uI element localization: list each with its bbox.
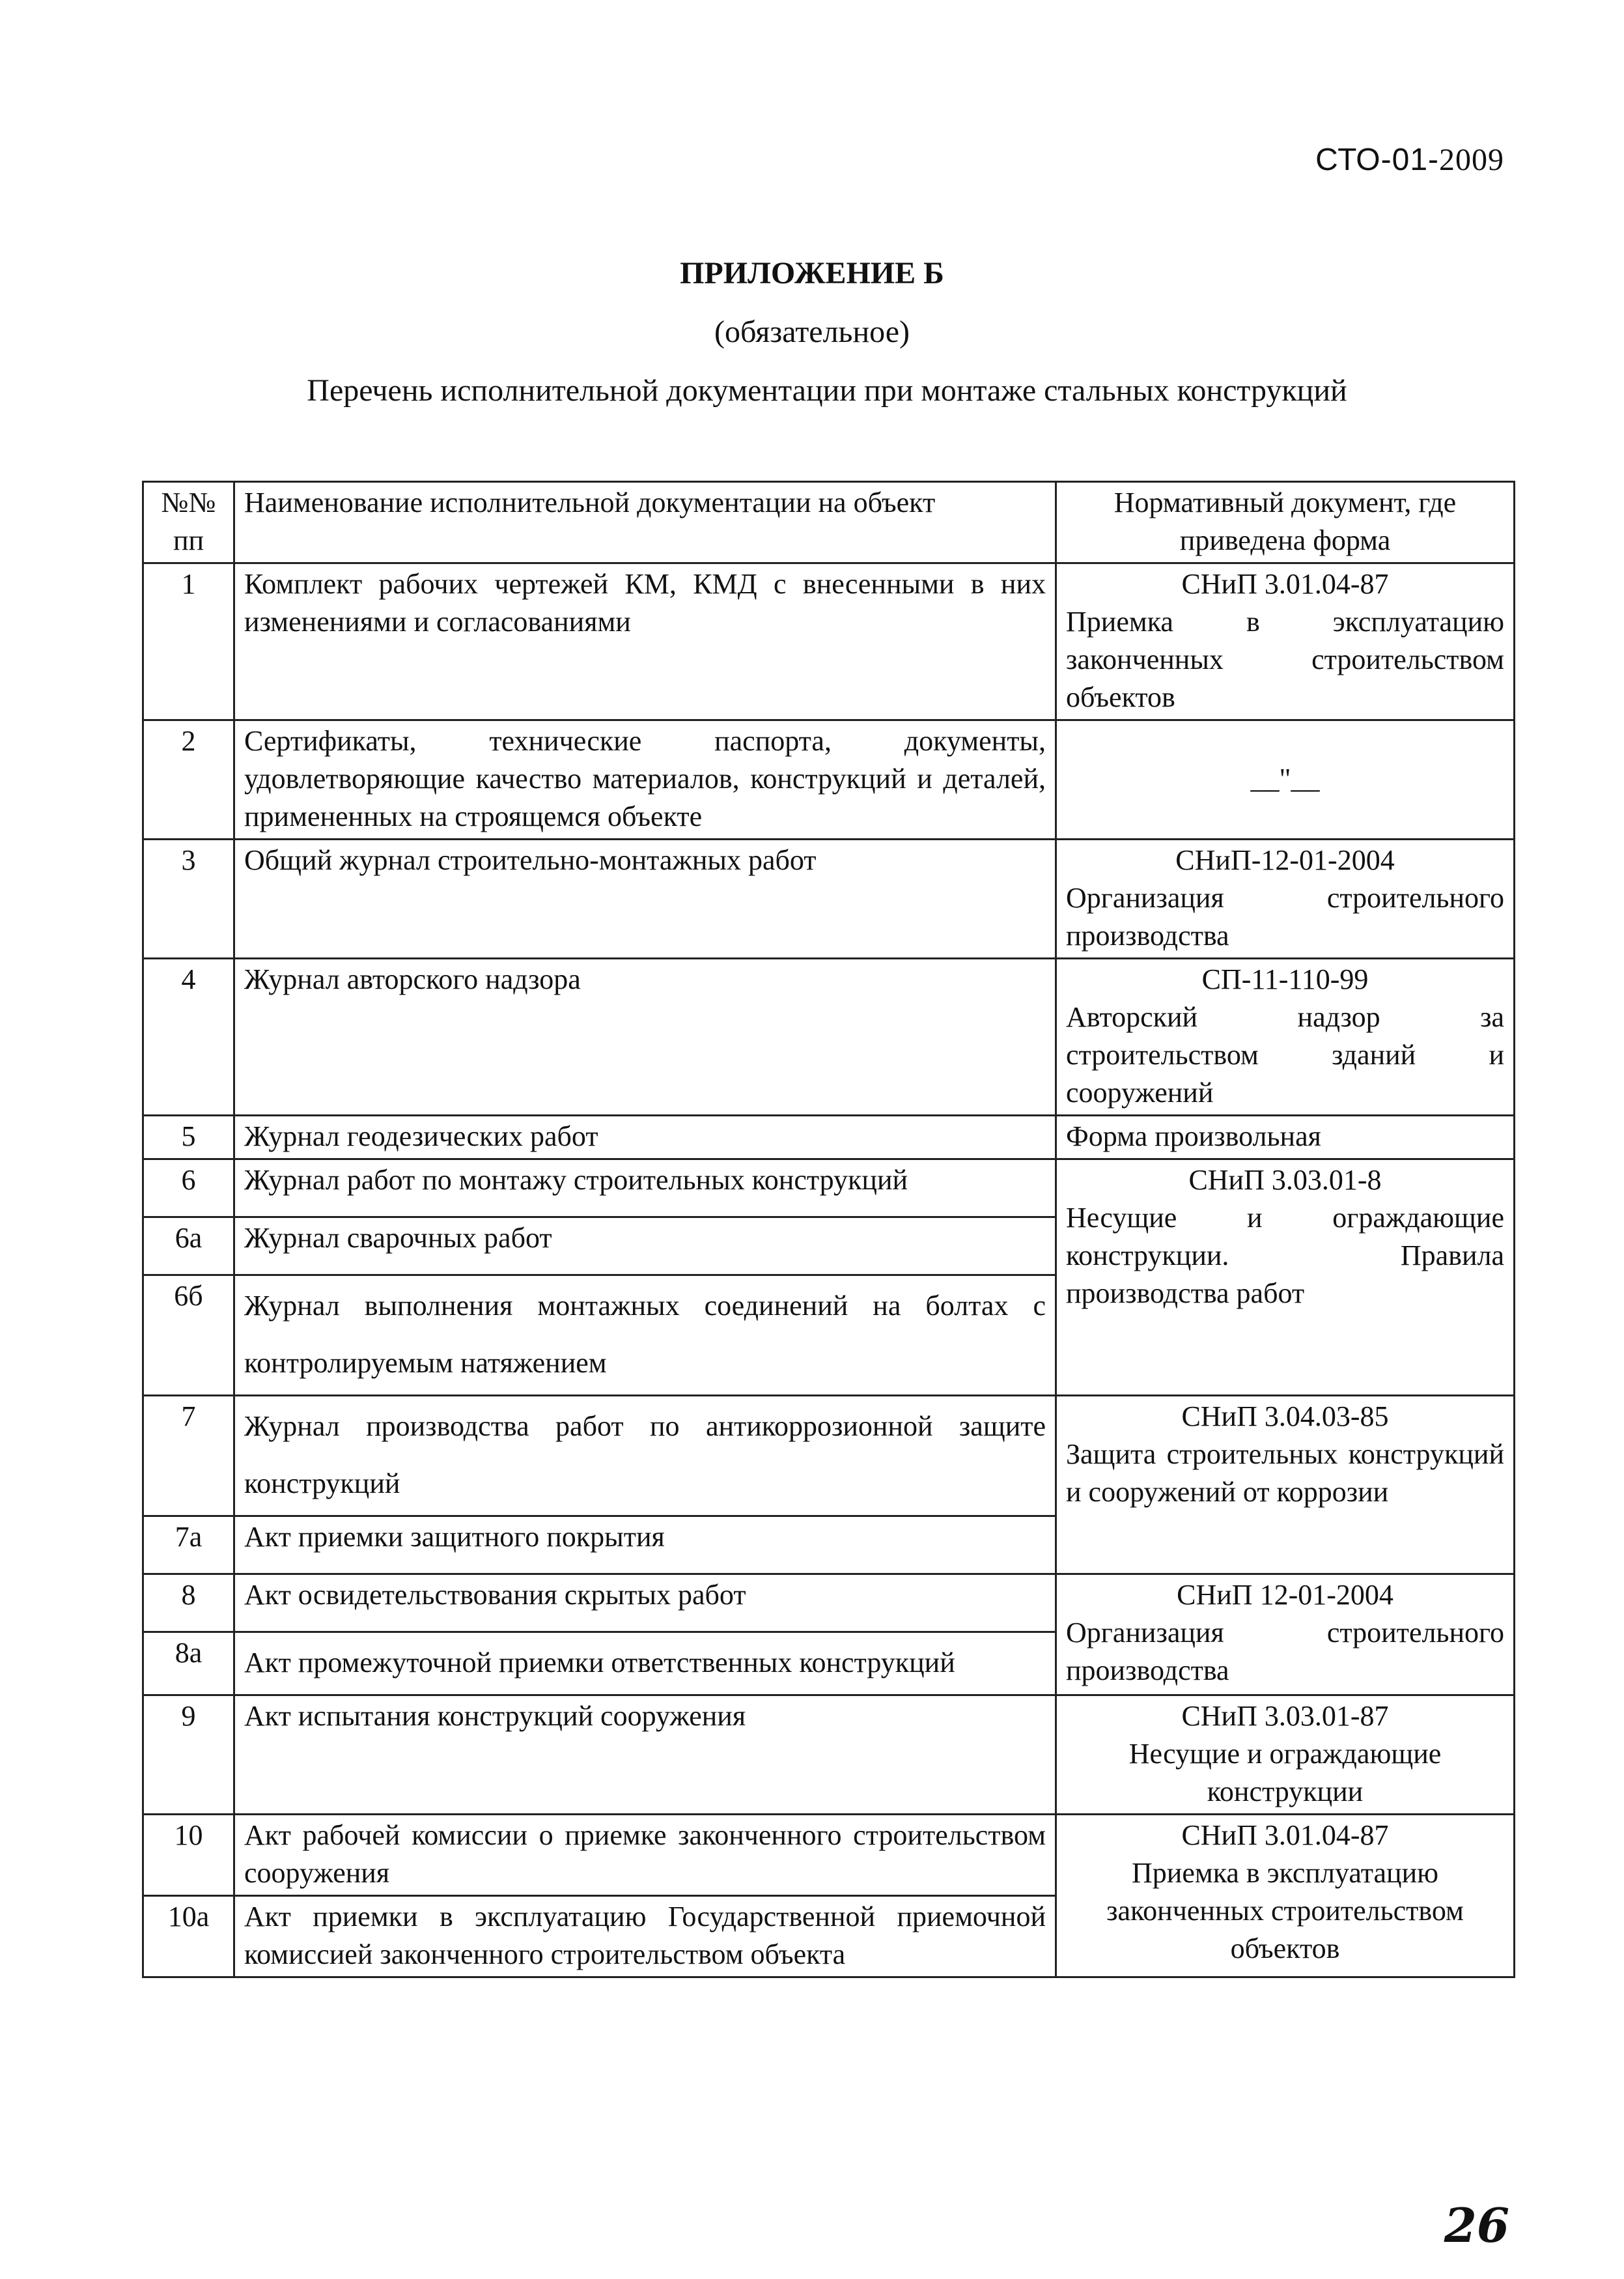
row-num: 6 (143, 1159, 234, 1217)
row-name: Акт приемки в эксплуатацию Государственной приемочной комиссией законченного строительством объекта (234, 1896, 1056, 1977)
row-name: Акт промежуточной приемки ответственных конструкций (234, 1632, 1056, 1695)
row-num: 9 (143, 1695, 234, 1815)
norm-text: Авторский надзор за строительством зданий и сооружений (1066, 1001, 1504, 1109)
row-name: Общий журнал строительно-монтажных работ (234, 840, 1056, 959)
row-num: 10а (143, 1896, 234, 1977)
row-num: 6а (143, 1217, 234, 1275)
row-num: 1 (143, 563, 234, 720)
row-name: Акт рабочей комиссии о приемке законченного строительством сооружения (234, 1815, 1056, 1896)
row-name: Журнал геодезических работ (234, 1116, 1056, 1159)
row-norm (1056, 1815, 1515, 1977)
row-num: 8 (143, 1574, 234, 1632)
norm-code: СНиП 12-01-2004 (1177, 1579, 1393, 1611)
table-row (143, 1574, 1515, 1632)
norm-code: СНиП 3.04.03-85 (1181, 1400, 1389, 1432)
table-row (143, 1695, 1515, 1815)
row-num: 7а (143, 1516, 234, 1574)
ditto-mark: __"__ (1056, 720, 1515, 840)
row-norm (1056, 1695, 1515, 1815)
documentation-table (142, 481, 1515, 1978)
row-num: 10 (143, 1815, 234, 1896)
row-norm (1056, 959, 1515, 1116)
header-num: №№ пп (143, 482, 234, 563)
page-number: 26 (1444, 2198, 1509, 2253)
row-name: Журнал производства работ по антикоррозионной защите конструкций (234, 1396, 1056, 1516)
norm-text: Организация строительного производства (1066, 882, 1504, 952)
header-norm: Нормативный документ, где приведена форма (1056, 482, 1515, 563)
row-num: 7 (143, 1396, 234, 1516)
table-row (143, 1159, 1515, 1217)
row-norm (1056, 1396, 1515, 1574)
row-name: Журнал работ по монтажу строительных конструкций (234, 1159, 1056, 1217)
header-name: Наименование исполнительной документации на объект (234, 482, 1056, 563)
document-code-year: 2009 (1439, 143, 1504, 177)
row-num: 3 (143, 840, 234, 959)
norm-text: Защита строительных конструкций и сооружений от коррозии (1066, 1438, 1504, 1508)
row-name: Сертификаты, технические паспорта, документы, удовлетворяющие качество материалов, конструкций и деталей, примененных на строящемся объекте (234, 720, 1056, 840)
row-name: Журнал авторского надзора (234, 959, 1056, 1116)
row-name: Журнал сварочных работ (234, 1217, 1056, 1275)
row-num: 8а (143, 1632, 234, 1695)
table-row (143, 563, 1515, 720)
row-norm (1056, 1159, 1515, 1396)
norm-code: СНиП 3.03.01-87 (1181, 1700, 1389, 1732)
row-norm (1056, 1116, 1515, 1159)
appendix-title: ПРИЛОЖЕНИЕ Б (680, 256, 944, 290)
row-norm (1056, 1574, 1515, 1695)
norm-code: СНиП-12-01-2004 (1175, 844, 1395, 876)
row-norm (1056, 840, 1515, 959)
norm-text: Несущие и ограждающие конструкции. Правила производства работ (1066, 1202, 1504, 1309)
table-caption: Перечень исполнительной документации при монтаже стальных конструкций (307, 373, 1347, 408)
row-norm (1056, 563, 1515, 720)
norm-text: Форма произвольная (1066, 1120, 1321, 1152)
row-num: 5 (143, 1116, 234, 1159)
row-name: Акт испытания конструкций сооружения (234, 1695, 1056, 1815)
norm-text: Организация строительного производства (1066, 1617, 1504, 1686)
table-row (143, 840, 1515, 959)
document-code-prefix: СТО-01- (1315, 143, 1439, 177)
table-row (143, 1815, 1515, 1896)
row-name: Комплект рабочих чертежей КМ, КМД с внесенными в них изменениями и согласованиями (234, 563, 1056, 720)
norm-text: Несущие и ограждающие конструкции (1128, 1738, 1442, 1807)
table-row (143, 720, 1515, 840)
row-name: Журнал выполнения монтажных соединений на болтах с контролируемым натяжением (234, 1275, 1056, 1396)
norm-code: СНиП 3.01.04-87 (1181, 1819, 1389, 1851)
table-header-row (143, 482, 1515, 563)
table-row (143, 959, 1515, 1116)
norm-text: Приемка в эксплуатацию законченных строительством объектов (1066, 606, 1504, 713)
row-num: 4 (143, 959, 234, 1116)
norm-code: СНиП 3.03.01-8 (1188, 1164, 1382, 1196)
document-code (1315, 142, 1504, 178)
row-num: 6б (143, 1275, 234, 1396)
row-num: 2 (143, 720, 234, 840)
norm-code: СНиП 3.01.04-87 (1181, 568, 1389, 600)
appendix-subtitle: (обязательное) (714, 315, 910, 349)
table-row (143, 1116, 1515, 1159)
norm-text: Приемка в эксплуатацию законченных строительством объектов (1106, 1857, 1464, 1964)
table-row (143, 1396, 1515, 1516)
row-name: Акт приемки защитного покрытия (234, 1516, 1056, 1574)
row-name: Акт освидетельствования скрытых работ (234, 1574, 1056, 1632)
norm-code: СП-11-110-99 (1201, 963, 1369, 995)
